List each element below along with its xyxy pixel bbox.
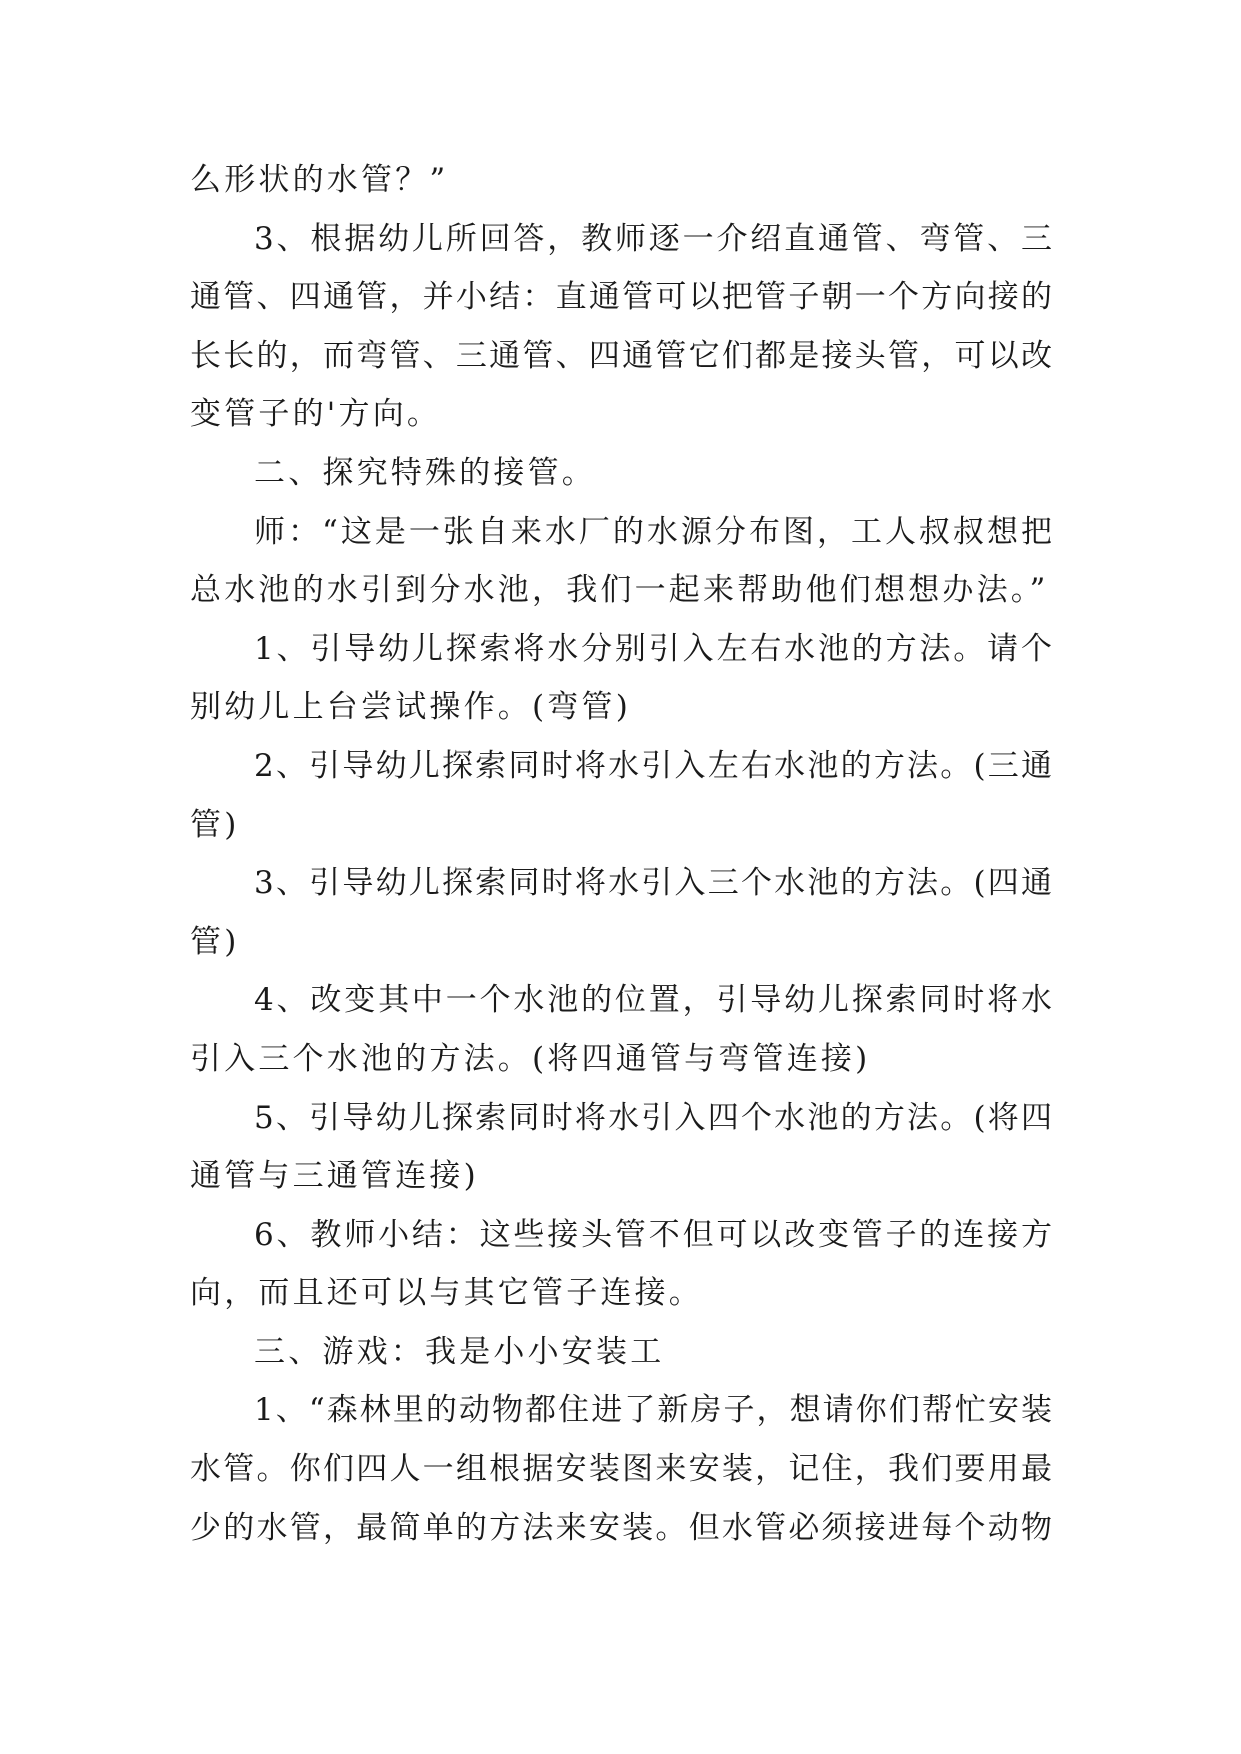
text-line: 2、引导幼儿探索同时将水引入左右水池的方法。(三通 [254,747,1052,784]
text-line: 1、引导幼儿探索将水分别引入左右水池的方法。请个 [254,630,1052,667]
document-body [190,151,1052,1557]
text-line: 管) [190,806,240,843]
text-line: 变管子的'方向。 [190,396,442,433]
text-line: 6、教师小结：这些接头管不但可以改变管子的连接方 [254,1216,1052,1253]
text-line: 少的水管，最简单的方法来安装。但水管必须接进每个动物 [190,1509,1052,1546]
text-line: 1、“森林里的动物都住进了新房子，想请你们帮忙安装 [254,1392,1052,1429]
section-heading: 三、游戏：我是小小安装工 [254,1333,665,1370]
text-line: 引入三个水池的方法。(将四通管与弯管连接) [190,1040,871,1077]
text-line: 别幼儿上台尝试操作。(弯管) [190,689,631,726]
text-line: 长长的，而弯管、三通管、四通管它们都是接头管，可以改 [190,337,1052,374]
text-line: 3、根据幼儿所回答，教师逐一介绍直通管、弯管、三 [254,220,1052,257]
text-line: 么形状的水管？” [190,162,449,198]
text-line: 总水池的水引到分水池，我们一起来帮助他们想想办法。” [190,572,1049,609]
text-line: 3、引导幼儿探索同时将水引入三个水池的方法。(四通 [254,865,1052,902]
text-line: 5、引导幼儿探索同时将水引入四个水池的方法。(将四 [254,1099,1052,1136]
text-line: 通管、四通管，并小结：直通管可以把管子朝一个方向接的 [190,279,1052,316]
text-line: 4、改变其中一个水池的位置，引导幼儿探索同时将水 [254,982,1052,1019]
text-line: 向，而且还可以与其它管子连接。 [190,1275,703,1312]
text-line: 通管与三通管连接) [190,1158,479,1195]
text-line: 师：“这是一张自来水厂的水源分布图，工人叔叔想把 [254,513,1052,550]
text-line: 管) [190,923,240,960]
text-line: 水管。你们四人一组根据安装图来安装，记住，我们要用最 [190,1451,1052,1488]
section-heading: 二、探究特殊的接管。 [254,454,596,491]
